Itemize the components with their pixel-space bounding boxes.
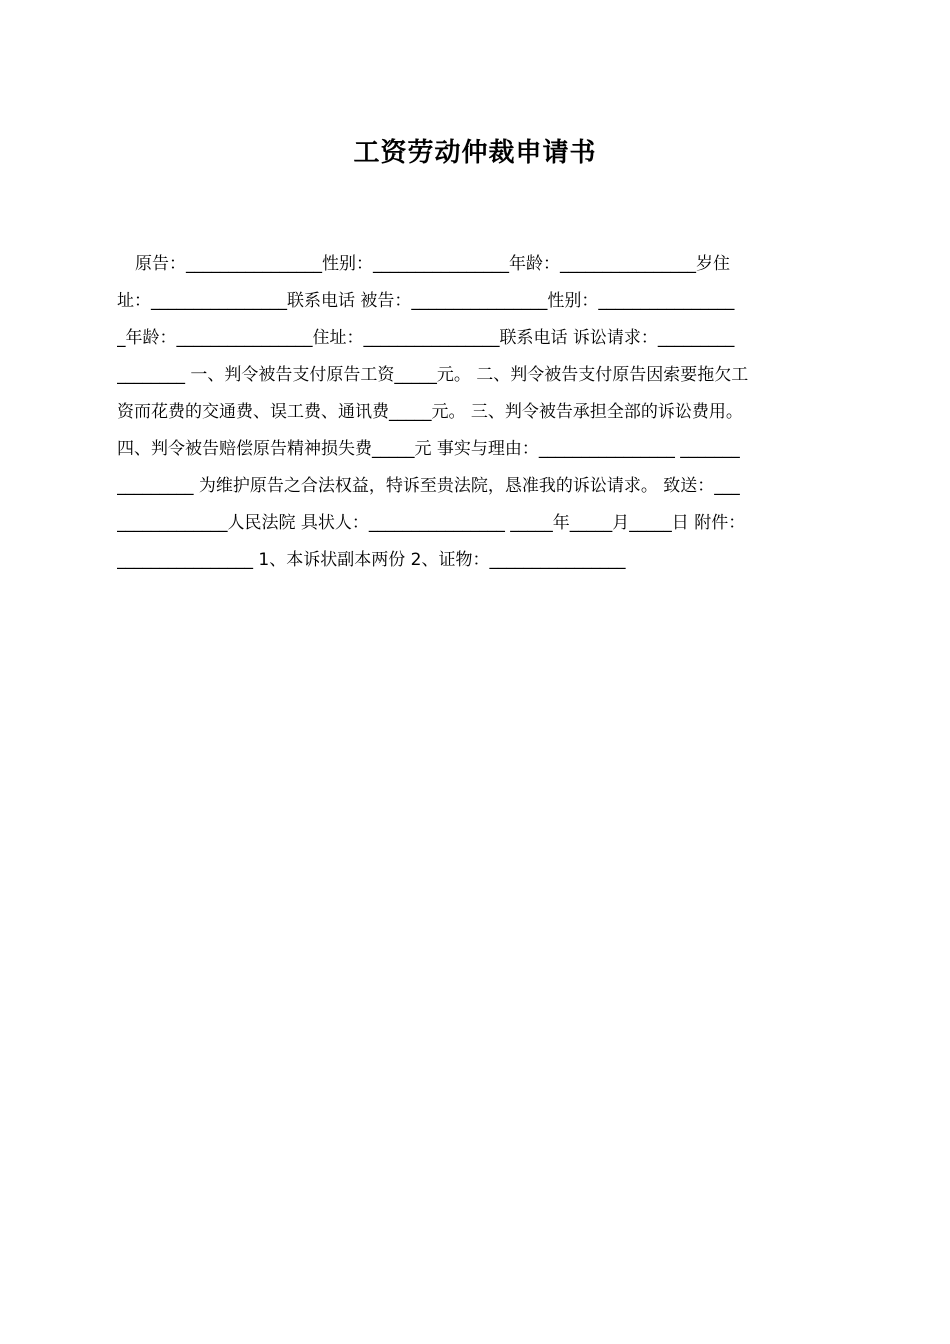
body-line-3: _年龄：________________住址：________________联系电话 诉讼请求：_________ bbox=[117, 328, 735, 348]
body-line-5: 资而花费的交通费、误工费、通讯费_____元。 三、判令被告承担全部的诉讼费用。 bbox=[117, 402, 743, 422]
body-line-1: 原告：________________性别：________________年龄：________________岁住 bbox=[135, 254, 730, 274]
document-title: 工资劳动仲裁申请书 bbox=[353, 138, 597, 168]
document-body bbox=[117, 250, 837, 583]
body-line-2: 址：________________联系电话 被告：________________性别：________________ bbox=[117, 291, 735, 311]
body-line-8: _____________人民法院 具状人：________________ _____年_____月_____日 附件： bbox=[117, 513, 746, 533]
body-line-4: ________ 一、判令被告支付原告工资_____元。 二、判令被告支付原告因索要拖欠工 bbox=[117, 365, 749, 385]
body-line-7: _________ 为维护原告之合法权益，特诉至贵法院，恳准我的诉讼请求。 致送：___ bbox=[117, 476, 740, 496]
body-line-9: ________________ 1、本诉状副本两份 2、证物：________________ bbox=[117, 550, 626, 570]
body-line-6: 四、判令被告赔偿原告精神损失费_____元 事实与理由：________________ _______ bbox=[117, 439, 740, 459]
